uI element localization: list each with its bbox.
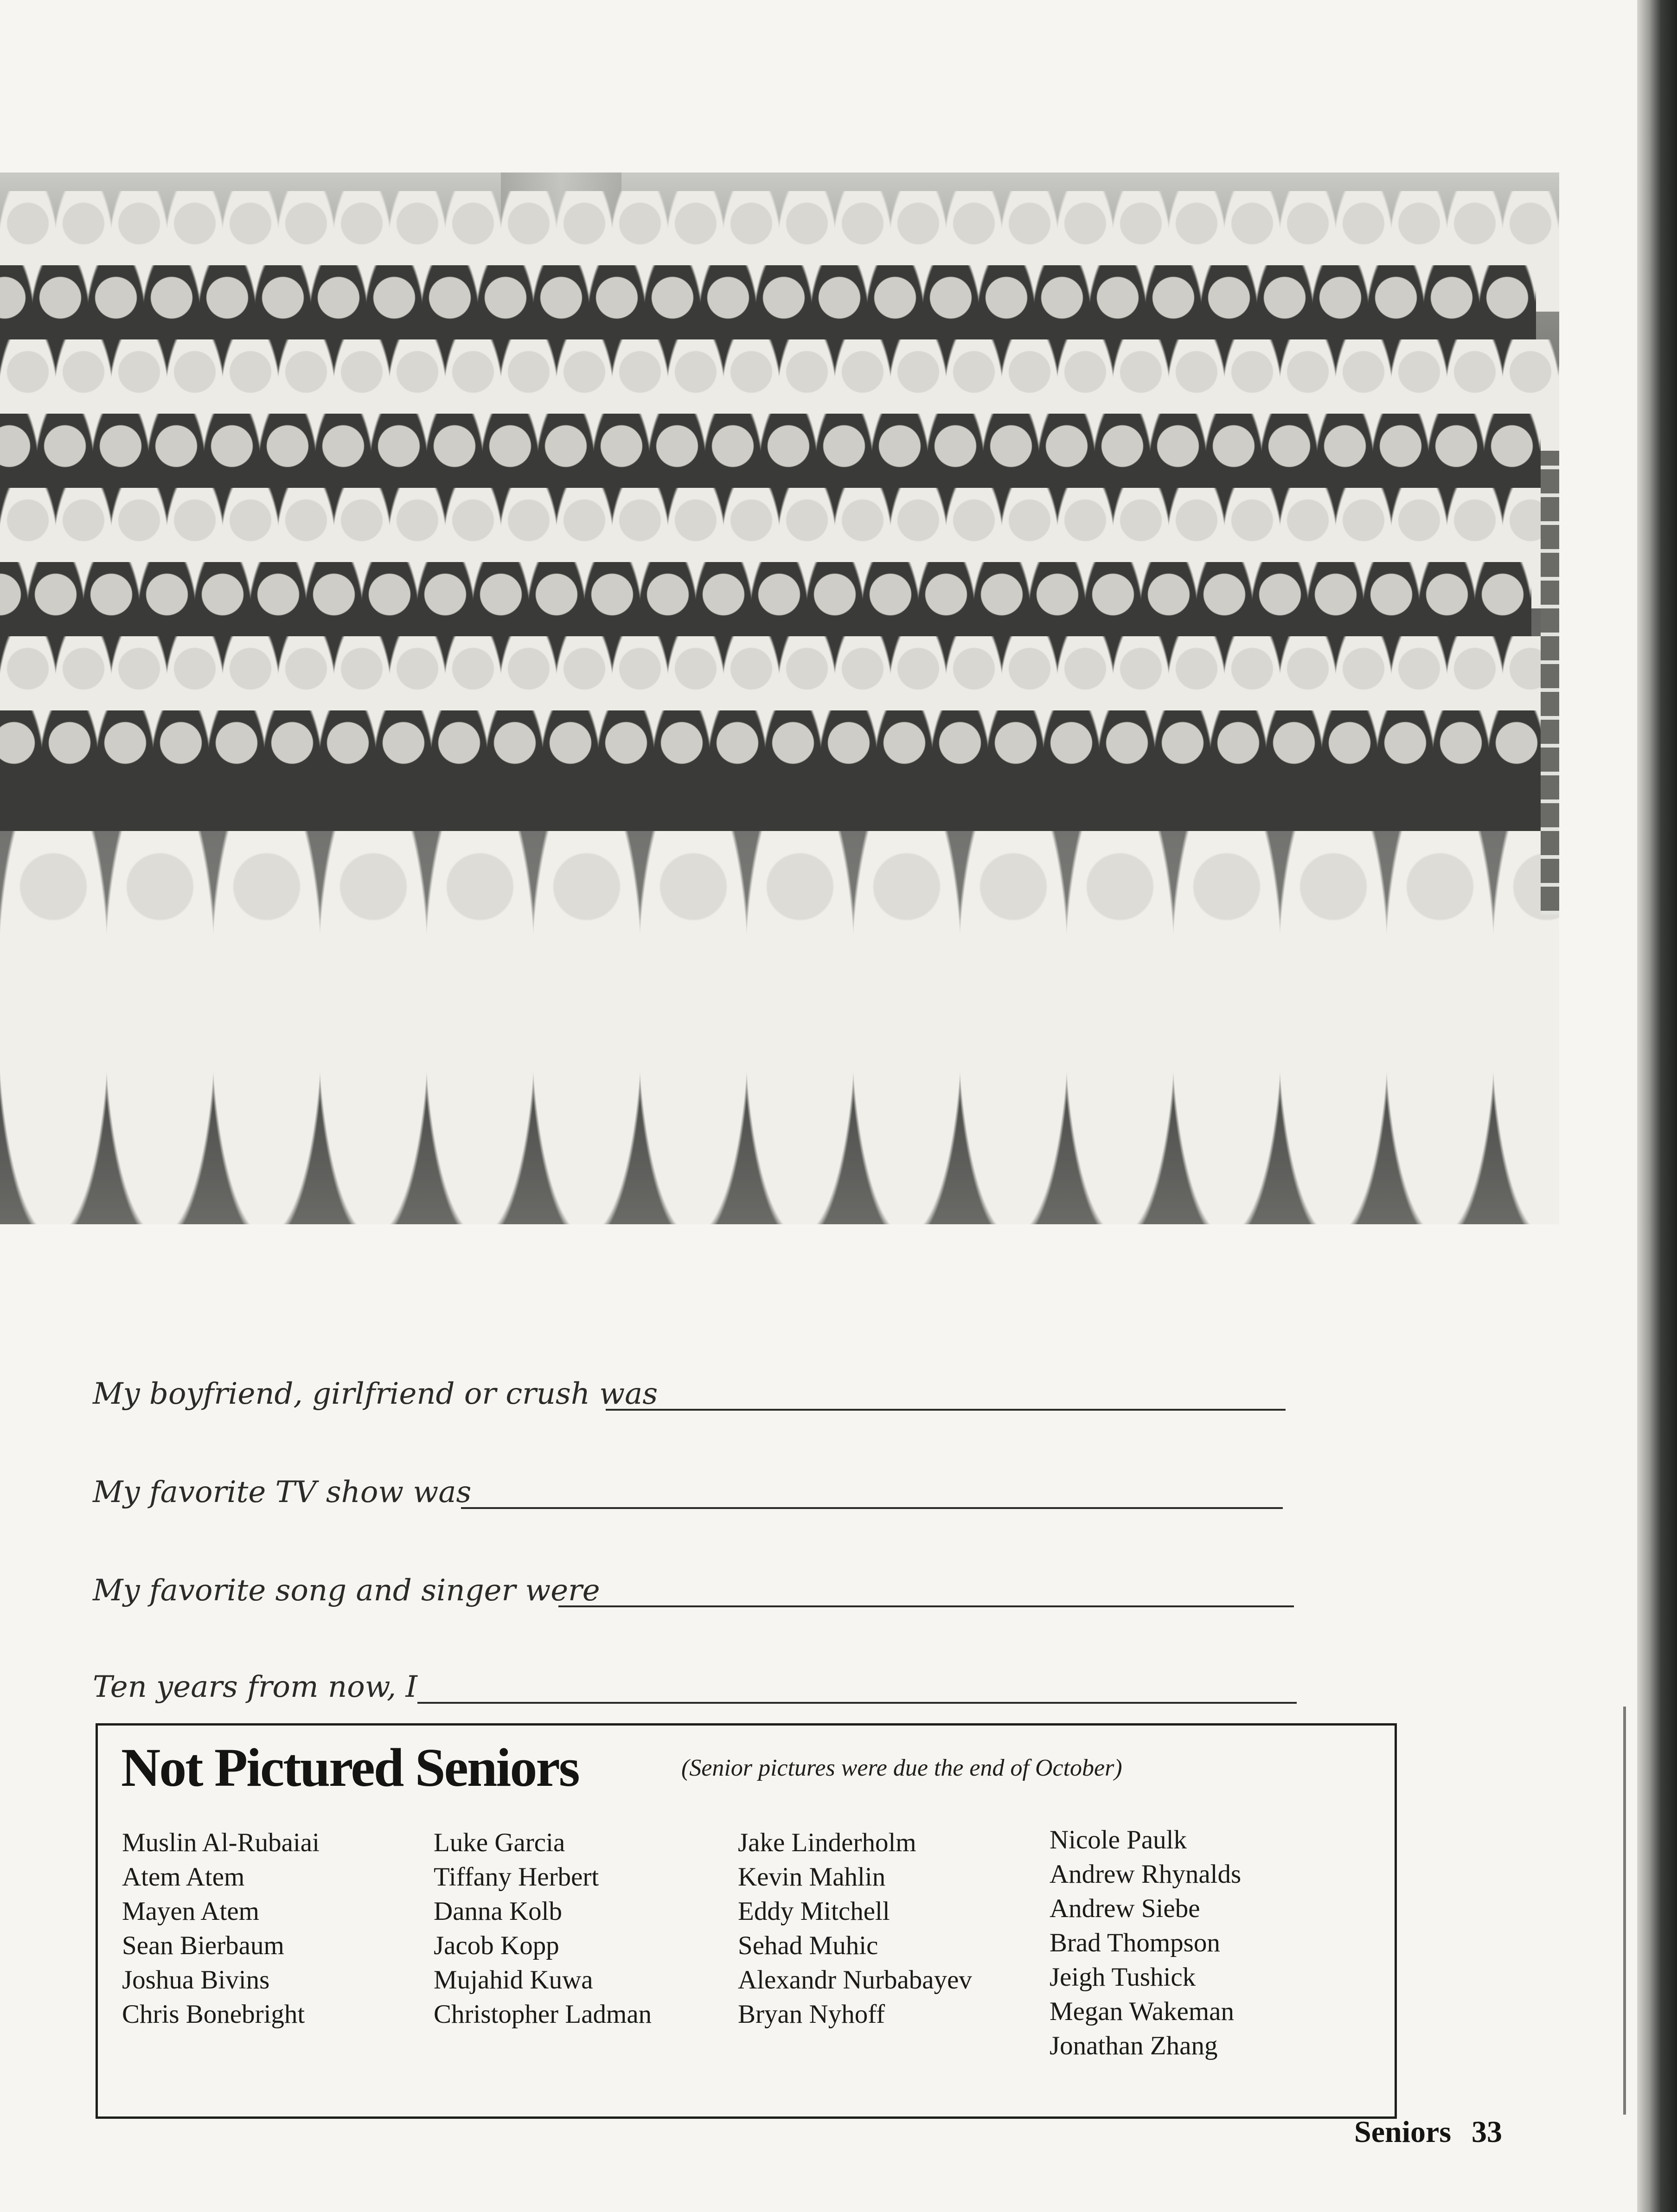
name-item: Sehad Muhic [738,1931,878,1960]
answer-line-tv-show[interactable] [461,1461,1283,1509]
name-item: Joshua Bivins [122,1965,270,1995]
name-item: Andrew Rhynalds [1050,1860,1242,1889]
names-column-4 [1050,1726,1241,2063]
section-name: Seniors [1354,2115,1452,2149]
page-footer [1354,2115,1502,2150]
name-item: Alexandr Nurbabayev [738,1965,972,1995]
name-item: Eddy Mitchell [738,1897,890,1926]
name-item: Danna Kolb [434,1897,563,1926]
name-item: Bryan Nyhoff [738,2000,885,2029]
name-item: Andrew Siebe [1050,1894,1200,1923]
not-pictured-title: Not Pictured Seniors [121,1737,579,1798]
photo-railing [1541,451,1559,914]
prompt-tv-show [93,1461,471,1507]
names-column-3 [738,1826,972,2032]
name-item: Sean Bierbaum [122,1931,284,1960]
prompt-label: My favorite song and singer were [93,1573,600,1608]
prompt-label: My favorite TV show was [93,1475,472,1509]
prompt-crush [93,1362,658,1409]
name-item: Tiffany Herbert [434,1862,599,1892]
margin-rule [1623,1707,1626,2115]
prompt-label: Ten years from now, I [93,1670,417,1704]
name-item: Jacob Kopp [434,1931,559,1960]
name-item: Christopher Ladman [434,2000,652,2029]
name-item: Luke Garcia [434,1828,565,1857]
class-photo [0,173,1559,1224]
crowd-row-8 [0,710,1545,831]
page-number: 33 [1472,2115,1503,2149]
prompt-song [93,1559,600,1608]
name-item: Chris Bonebright [122,2000,305,2029]
answer-line-song[interactable] [558,1559,1294,1607]
not-pictured-box [96,1723,1397,2119]
prompt-ten-years [93,1656,417,1702]
prompt-label: My boyfriend, girlfriend or crush was [93,1377,658,1411]
name-item: Jonathan Zhang [1050,2031,1218,2060]
name-item: Jeigh Tushick [1050,1963,1196,1992]
name-item: Jake Linderholm [738,1828,916,1857]
name-item: Kevin Mahlin [738,1862,886,1892]
name-item: Atem Atem [122,1862,245,1892]
not-pictured-note: (Senior pictures were due the end of October) [681,1755,1122,1781]
names-column-2 [434,1826,652,2032]
names-column-1 [122,1826,320,2032]
page-edge [1637,0,1677,2212]
name-item: Megan Wakeman [1050,1997,1234,2026]
answer-line-ten-years[interactable] [417,1656,1297,1704]
name-item: Brad Thompson [1050,1928,1220,1957]
name-item: Muslin Al-Rubaiai [122,1828,320,1857]
name-item: Mujahid Kuwa [434,1965,593,1995]
answer-line-crush[interactable] [606,1362,1286,1411]
name-item: Mayen Atem [122,1897,260,1926]
front-row-seated [0,831,1559,1224]
name-item: Nicole Paulk [1050,1825,1187,1854]
